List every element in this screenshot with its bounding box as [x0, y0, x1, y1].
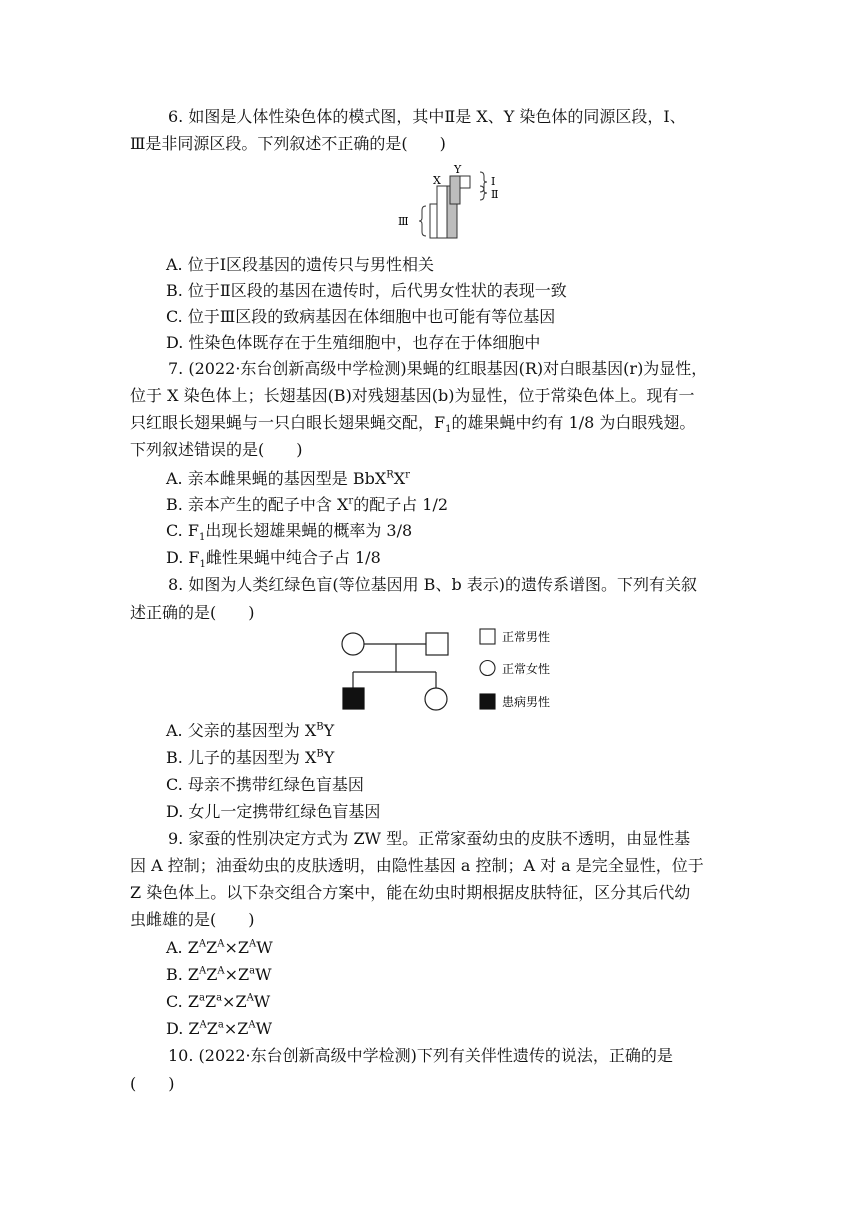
q8-option-a: A. 父亲的基因型为 $X^BY$	[166, 721, 335, 740]
y-chromosome-top	[460, 176, 470, 188]
pedigree-chart	[330, 624, 570, 720]
q8-option-b: B. 儿子的基因型为 $X^BY$	[166, 748, 335, 767]
legend-normal-female: 正常女性	[502, 662, 551, 676]
region-iii-label: Ⅲ	[398, 215, 409, 228]
q7-stem-line-2: 位于 X 染色体上；长翅基因(B)对残翅基因(b)为显性，位于常染色体上。现有一	[130, 386, 695, 405]
q9-stem-line-3: Z 染色体上。以下杂交组合方案中，能在幼虫时期根据皮肤特征，区分其后代幼	[130, 883, 691, 902]
brace-iii	[419, 206, 426, 236]
q6-option-c: C. 位于Ⅲ区段的致病基因在体细胞中也可能有等位基因	[166, 307, 556, 326]
father-symbol	[426, 633, 448, 655]
x-chromosome-left	[437, 186, 447, 238]
x-nonhomologous-part	[430, 204, 437, 238]
brace-ii	[480, 186, 487, 200]
q8-stem-line-2: 述正确的是( )	[130, 603, 255, 622]
legend-normal-male-icon	[480, 629, 495, 644]
q7-stem-line-3: 只红眼长翅果蝇与一只白眼长翅果蝇交配，$F_1$的雄果蝇中约有 1/8 为白眼残翅。	[130, 413, 696, 436]
q9-option-d: D. $Z^AZ^a\times Z^AW$	[166, 1019, 273, 1038]
q7-option-c: C. $F_1$出现长翅雄果蝇的概率为 3/8	[166, 521, 413, 544]
q7-option-d: D. $F_1$雌性果蝇中纯合子占 1/8	[166, 548, 381, 571]
region-i-label: Ⅰ	[491, 175, 496, 188]
q8-option-d: D. 女儿一定携带红绿色盲基因	[166, 802, 381, 821]
q6-option-a: A. 位于Ⅰ区段基因的遗传只与男性相关	[166, 255, 435, 274]
q7-stem-line-4: 下列叙述错误的是( )	[130, 440, 303, 459]
q10-stem-line-1: 10. (2022·东台创新高级中学检测)下列有关伴性遗传的说法，正确的是	[168, 1046, 673, 1065]
q9-option-b: B. $Z^AZ^A\times Z^aW$	[166, 965, 272, 984]
y-chromosome-shaded	[450, 176, 460, 204]
daughter-symbol	[425, 688, 447, 710]
q6-option-b: B. 位于Ⅱ区段的基因在遗传时，后代男女性状的表现一致	[166, 281, 567, 300]
q8-option-c: C. 母亲不携带红绿色盲基因	[166, 775, 364, 794]
x-label: X	[433, 174, 441, 187]
legend-normal-male: 正常男性	[502, 630, 551, 644]
q6-stem-line-1: 6. 如图是人体性染色体的模式图，其中Ⅱ是 X、Y 染色体的同源区段，Ⅰ、	[168, 107, 686, 126]
q7-option-a: A. 亲本雌果蝇的基因型是 $BbX^RX^r$	[166, 469, 410, 488]
mother-symbol	[342, 633, 364, 655]
y-label: Y	[454, 163, 462, 176]
legend-affected-male-icon	[480, 694, 495, 709]
legend-affected-male: 患病男性	[502, 695, 551, 709]
affected-son-symbol	[343, 688, 364, 709]
q10-stem-line-2: ( )	[130, 1074, 175, 1093]
q9-option-a: A. $Z^AZ^A\times Z^AW$	[166, 938, 273, 957]
q9-stem-line-1: 9. 家蚕的性别决定方式为 ZW 型。正常家蚕幼虫的皮肤不透明，由显性基	[168, 829, 691, 848]
sex-chromosome-diagram	[388, 160, 508, 244]
q6-stem-line-2: Ⅲ是非同源区段。下列叙述不正确的是( )	[130, 134, 446, 153]
q9-stem-line-4: 虫雌雄的是( )	[130, 910, 255, 929]
legend-normal-female-icon	[480, 661, 495, 676]
q7-stem-line-1: 7. (2022·东台创新高级中学检测)果蝇的红眼基因(R)对白眼基因(r)为显性，	[168, 359, 708, 378]
q9-stem-line-2: 因 A 控制；油蚕幼虫的皮肤透明，由隐性基因 a 控制；A 对 a 是完全显性，位于	[130, 856, 704, 875]
region-ii-label: Ⅱ	[491, 188, 499, 201]
q6-option-d: D. 性染色体既存在于生殖细胞中，也存在于体细胞中	[166, 333, 541, 352]
q8-stem-line-1: 8. 如图为人类红绿色盲(等位基因用 B、b 表示)的遗传系谱图。下列有关叙	[168, 575, 698, 594]
q7-option-b: B. 亲本产生的配子中含 $X^r$的配子占 1/2	[166, 495, 449, 514]
q9-option-c: C. $Z^aZ^a\times Z^AW$	[166, 992, 271, 1011]
